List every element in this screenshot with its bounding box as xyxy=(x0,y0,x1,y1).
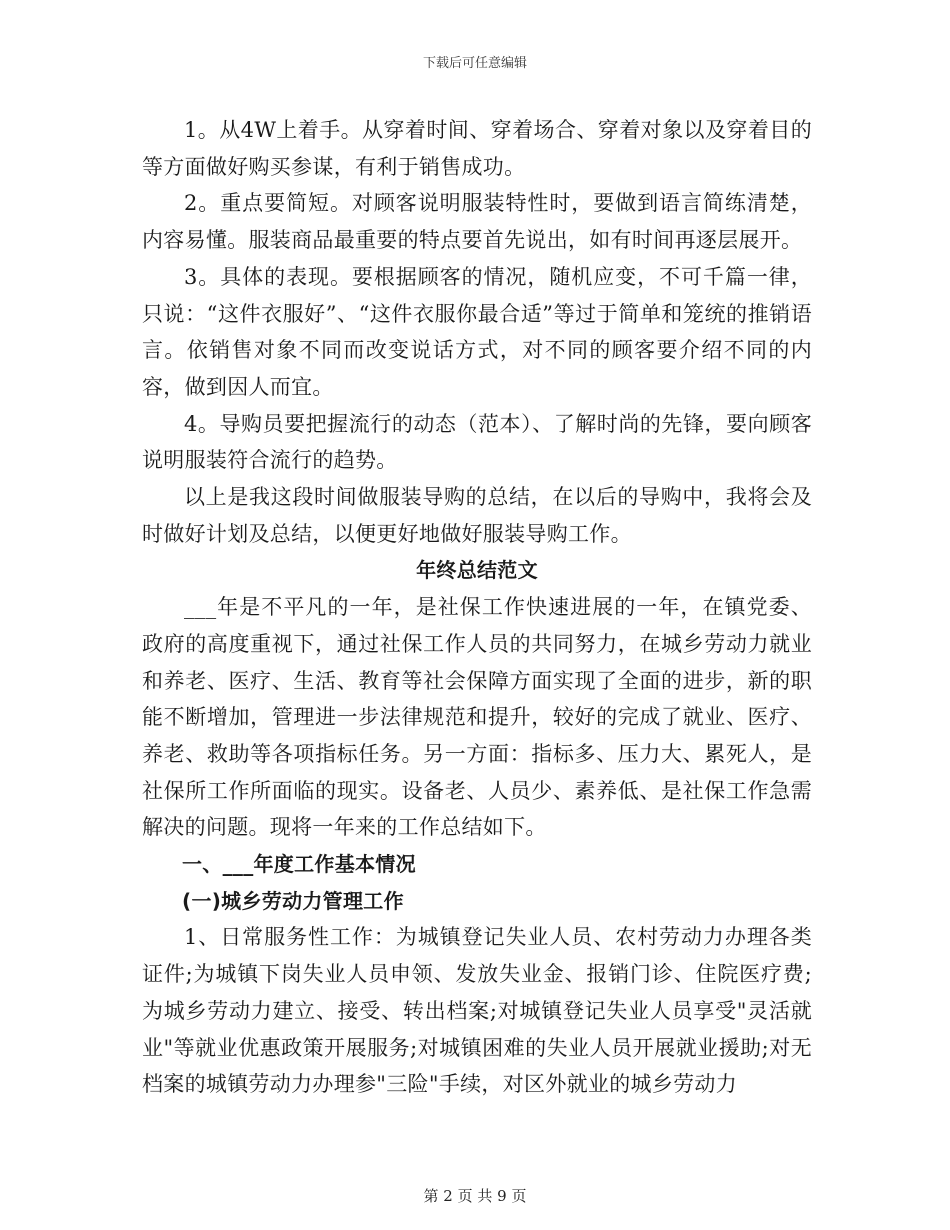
page-header: 下载后可任意编辑 xyxy=(422,56,527,71)
heading-level-2: (一)城乡劳动力管理工作 xyxy=(182,888,404,913)
section-paragraph: ___年是不平凡的一年，是社保工作快速进展的一年，在镇党委、政府的高度重视下，通过社保工作人员的共同努力，在城乡劳动力就业和养老、医疗、生活、教育等社会保障方面实现了全面的进步，新的职能不断增加，管理进一步法律规范和提升，较好的完成了就业、医疗、养老、救助等各项指标任务。另一方面：指标多、压力大、累死人，是社保所工作所面临的现实。设备老、人员少、素养低、是社保工作急需解决的问题。现将一年来的工作总结如下。 xyxy=(142,595,812,840)
paragraph-4: 4。导购员要把握流行的动态（范本）、了解时尚的先锋，要向顾客说明服装符合流行的趋势。 xyxy=(142,411,812,473)
page-footer: 第 2 页 共 9 页 xyxy=(423,1187,527,1205)
heading-level-1: 一、___年度工作基本情况 xyxy=(182,852,416,877)
section-title: 年终总结范文 xyxy=(416,558,538,583)
paragraph-3: 3。具体的表现。要根据顾客的情况，随机应变，不可千篇一律，只说：“这件衣服好”、“这件衣服你最合适”等过于简单和笼统的推销语言。依销售对象不同而改变说话方式，对不同的顾客要介绍不同的内容，做到因人而宜。 xyxy=(142,264,812,399)
paragraph-1: 1。从4W上着手。从穿着时间、穿着场合、穿着对象以及穿着目的等方面做好购买参谋，有利于销售成功。 xyxy=(142,118,812,179)
paragraph-5: 以上是我这段时间做服装导购的总结，在以后的导购中，我将会及时做好计划及总结，以便更好地做好服装导购工作。 xyxy=(142,485,812,546)
document-body xyxy=(142,112,812,1103)
paragraph-2: 2。重点要简短。对顾客说明服装特性时，要做到语言简练清楚，内容易懂。服装商品最重要的特点要首先说出，如有时间再逐层展开。 xyxy=(142,191,812,253)
last-paragraph: 1、日常服务性工作：为城镇登记失业人员、农村劳动力办理各类证件;为城镇下岗失业人员申领、发放失业金、报销门诊、住院医疗费;为城乡劳动力建立、接受、转出档案;对城镇登记失业人员享受"灵活就业"等就业优惠政策开展服务;对城镇困难的失业人员开展就业援助;对无档案的城镇劳动力办理参"三险"手续，对区外就业的城乡劳动力 xyxy=(142,925,812,1097)
